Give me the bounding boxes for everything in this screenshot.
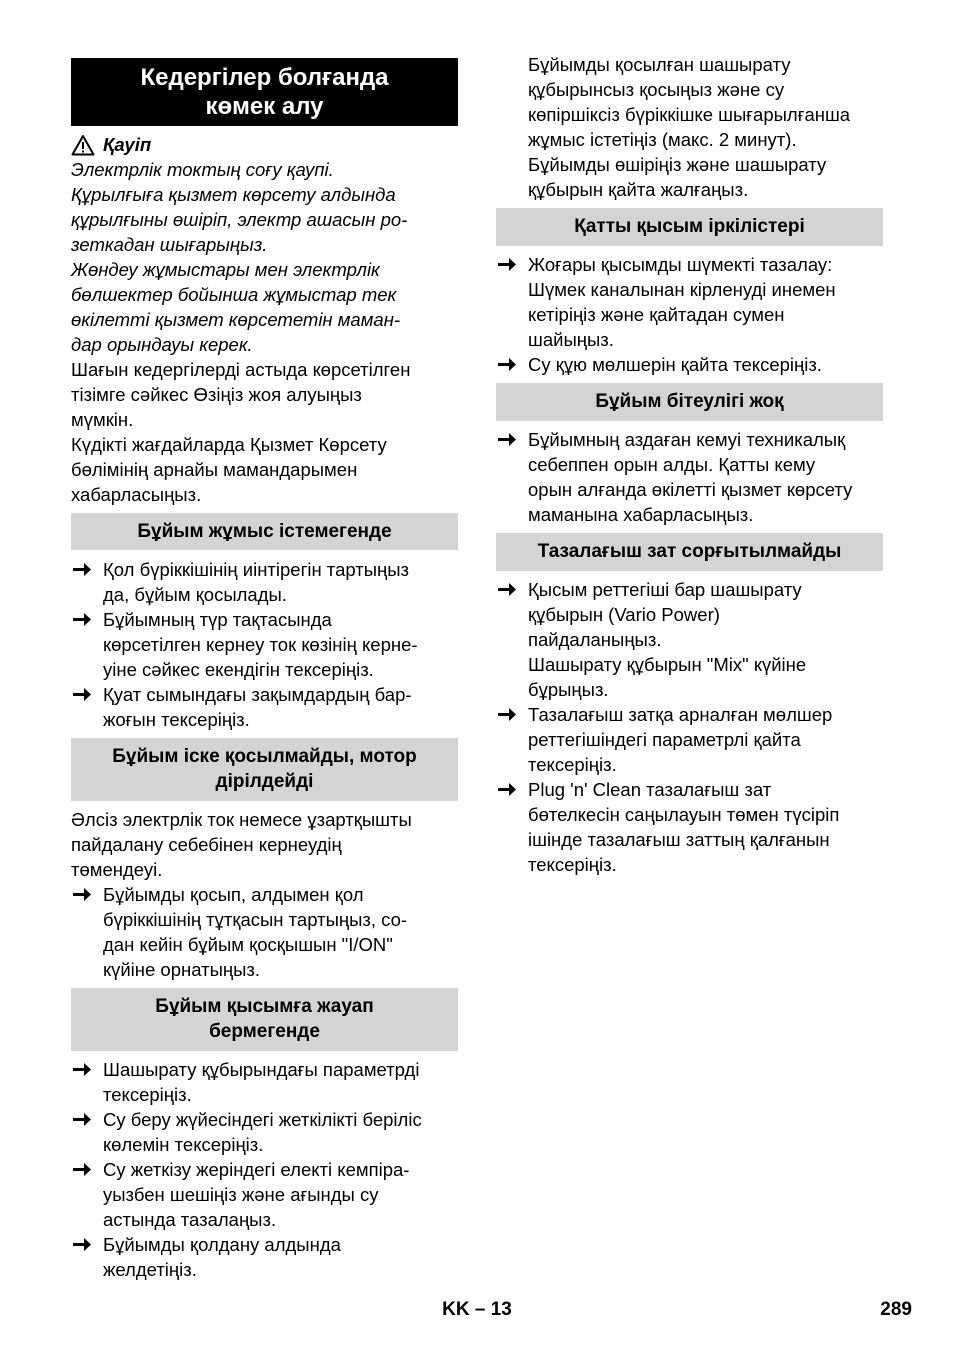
list-item — [496, 777, 883, 877]
danger-line: өкілетті қызмет көрсететін маман- — [71, 309, 401, 330]
list-item-line: Бұйымның түр тақтасында — [103, 609, 332, 630]
section-heading-line: дірілдейді — [215, 771, 314, 792]
arrow-right-icon — [71, 607, 93, 632]
list-item-line: Шашырату құбырындағы параметрді — [103, 1059, 420, 1080]
list-item-line: тексеріңіз. — [528, 754, 617, 775]
intro-line: Шағын кедергілерді астыда көрсетілген — [71, 359, 411, 380]
section-heading-leaking: Бұйым бітеулігі жоқ — [496, 383, 883, 421]
paragraph-line: көпіршіксіз бүріккішке шығарылғанша — [528, 104, 851, 125]
intro-line: бөлімінің арнайы мамандарымен — [71, 459, 358, 480]
list-item — [496, 427, 883, 527]
list-item-line: орын алғанда өкілетті қызмет көрсету — [528, 479, 853, 500]
warning-triangle-icon — [71, 134, 95, 156]
paragraph-line: құбырын қайта жалғаңыз. — [528, 179, 749, 200]
footer-section-label: KK – 13 — [442, 1299, 512, 1320]
arrow-right-icon — [71, 1107, 93, 1132]
paragraph-line: Әлсіз электрлік ток немесе ұзартқышты — [71, 809, 412, 830]
page-title-line-1: Кедергілер болғанда — [140, 64, 389, 91]
page-number: 289 — [880, 1299, 912, 1320]
intro-line: тізімге сәйкес Өзіңіз жоя алуыңыз — [71, 384, 362, 405]
section-heading-not-working: Бұйым жұмыс істемегенде — [71, 513, 458, 550]
list-item-line: реттегішіндегі параметрлі қайта — [528, 729, 801, 750]
list-item-line: маманына хабарласыңыз. — [528, 504, 754, 525]
list-item-line: Су беру жүйесіндегі жеткілікті беріліс — [103, 1109, 422, 1130]
list-item-line: желдетіңіз. — [103, 1259, 197, 1280]
arrow-right-icon — [71, 882, 93, 907]
section-not-working-list — [71, 557, 458, 732]
list-item-line: кетіріңіз және қайтадан сумен — [528, 304, 785, 325]
page-title — [71, 58, 458, 126]
list-item-line: Шүмек каналынан кірленуді инемен — [528, 279, 836, 300]
danger-line: бөлшектер бойынша жұмыстар тек — [71, 284, 397, 305]
intro-line: хабарласыңыз. — [71, 484, 202, 505]
list-item-line: уызбен шешіңіз және ағынды су — [103, 1184, 379, 1205]
list-item-line: көлемін тексеріңіз. — [103, 1134, 264, 1155]
list-item — [496, 702, 883, 777]
section-heading-line: Бұйым қысымға жауап — [155, 996, 374, 1017]
section-leaking-list — [496, 427, 883, 527]
list-item — [71, 557, 458, 607]
intro-text — [71, 357, 458, 507]
section-heading-no-pressure — [71, 988, 458, 1051]
danger-line: Құрылғыға қызмет көрсету алдында — [71, 184, 396, 205]
list-item-line: себеппен орын алды. Қатты кему — [528, 454, 816, 475]
section-detergent-list — [496, 577, 883, 877]
list-item-line: Бұйымды қолдану алдында — [103, 1234, 341, 1255]
list-item-line: бұрыңыз. — [528, 679, 609, 700]
list-item — [71, 1232, 458, 1282]
list-item — [71, 607, 458, 682]
list-item-line: Жоғары қысымды шүмекті тазалау: — [528, 254, 833, 275]
arrow-right-icon — [71, 557, 93, 582]
intro-line: Күдікті жағдайларда Қызмет Көрсету — [71, 434, 387, 455]
list-item-line: Plug 'n' Clean тазалағыш зат — [528, 779, 772, 800]
section-heading-detergent: Тазалағыш зат сорғытылмайды — [496, 533, 883, 571]
list-item — [71, 1057, 458, 1107]
paragraph-line: пайдалану себебінен кернеудің — [71, 834, 342, 855]
danger-notice — [71, 132, 458, 507]
list-item — [496, 577, 883, 702]
list-item-line: Қуат сымындағы зақымдардың бар- — [103, 684, 412, 705]
list-item — [71, 1107, 458, 1157]
list-item-line: Тазалағыш затқа арналған мөлшер — [528, 704, 833, 725]
list-item-line: дан кейін бұйым қосқышын "I/ON" — [103, 934, 393, 955]
danger-line: Электрлік токтың соғу қаупі. — [71, 159, 334, 180]
paragraph-line: жұмыс істетіңіз (макс. 2 минут). — [528, 129, 797, 150]
list-item-line: Қысым реттегіші бар шашырату — [528, 579, 802, 600]
arrow-right-icon — [496, 702, 518, 727]
list-item-line: ішінде тазалағыш заттың қалғанын — [528, 829, 830, 850]
danger-line: дар орындауы керек. — [71, 334, 253, 355]
arrow-right-icon — [71, 682, 93, 707]
paragraph-line: Бұйымды қосылған шашырату — [528, 54, 791, 75]
list-item-line: Қол бүріккішінің иінтірегін тартыңыз — [103, 559, 410, 580]
section-pressure-fluctuation-list — [496, 252, 883, 377]
list-item-line: бүріккішінің тұтқасын тартыңыз, со- — [103, 909, 408, 930]
section-no-pressure-list — [71, 1057, 458, 1282]
arrow-right-icon — [71, 1057, 93, 1082]
list-item — [71, 1157, 458, 1232]
arrow-right-icon — [71, 1157, 93, 1182]
list-item-line: Шашырату құбырын "Mix" күйіне — [528, 654, 807, 675]
section-heading-motor-hums — [71, 738, 458, 801]
danger-title-row — [71, 132, 458, 157]
list-item-line: күйіне орнатыңыз. — [103, 959, 261, 980]
list-item-line: бөтелкесін саңылауын төмен түсіріп — [528, 804, 840, 825]
list-item-line: тексеріңіз. — [103, 1084, 192, 1105]
section-heading-pressure-fluctuation: Қатты қысым іркілістері — [496, 208, 883, 246]
list-item-line: Бұйымның аздаған кемуі техникалық — [528, 429, 846, 450]
list-item-line: Бұйымды қосып, алдымен қол — [103, 884, 364, 905]
danger-line: құрылғыны өшіріп, электр ашасын ро- — [71, 209, 408, 230]
danger-text — [71, 157, 458, 357]
arrow-right-icon — [71, 1232, 93, 1257]
page-title-line-2: көмек алу — [205, 93, 324, 120]
list-item — [496, 252, 883, 352]
danger-line: зеткадан шығарыңыз. — [71, 234, 268, 255]
danger-title: Қауіп — [103, 134, 152, 155]
list-item-line: Су құю мөлшерін қайта тексеріңіз. — [528, 354, 822, 375]
danger-line: Жөндеу жұмыстары мен электрлік — [71, 259, 380, 280]
arrow-right-icon — [496, 252, 518, 277]
section-motor-hums-body — [71, 807, 458, 982]
list-item-line: тексеріңіз. — [528, 854, 617, 875]
list-item-line: шайыңыз. — [528, 329, 614, 350]
arrow-right-icon — [496, 577, 518, 602]
paragraph-line: Бұйымды өшіріңіз және шашырату — [528, 154, 827, 175]
list-item-line: көрсетілген кернеу ток көзінің керне- — [103, 634, 418, 655]
arrow-right-icon — [496, 352, 518, 377]
arrow-right-icon — [496, 777, 518, 802]
intro-line: мүмкін. — [71, 409, 134, 430]
right-intro-text — [496, 52, 883, 202]
list-item-line: да, бұйым қосылады. — [103, 584, 287, 605]
paragraph-line: төмендеуі. — [71, 859, 163, 880]
section-heading-line: бермегенде — [209, 1021, 320, 1042]
list-item-line: пайдаланыңыз. — [528, 629, 662, 650]
list-item-line: уіне сәйкес екендігін тексеріңіз. — [103, 659, 374, 680]
list-item-line: Су жеткізу жеріндегі електі кемпіра- — [103, 1159, 410, 1180]
list-item-line: құбырын (Vario Power) — [528, 604, 720, 625]
list-item — [496, 352, 883, 377]
list-item-line: жоғын тексеріңіз. — [103, 709, 250, 730]
paragraph-line: құбырынсыз қосыңыз және су — [528, 79, 785, 100]
list-item — [71, 682, 458, 732]
section-heading-line: Бұйым іске қосылмайды, мотор — [112, 746, 417, 767]
list-item-line: астында тазалаңыз. — [103, 1209, 277, 1230]
list-item — [71, 882, 458, 982]
arrow-right-icon — [496, 427, 518, 452]
